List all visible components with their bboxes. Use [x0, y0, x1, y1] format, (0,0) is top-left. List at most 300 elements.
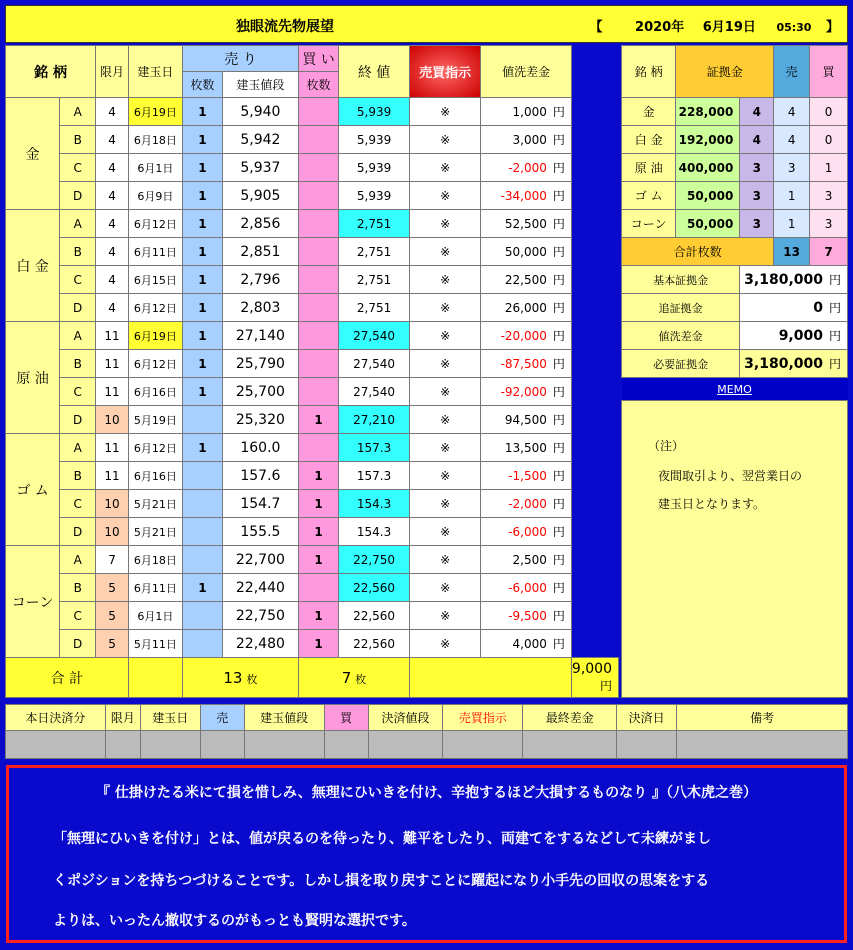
table-row: [6, 602, 619, 630]
margin-row: [622, 210, 848, 238]
yen-unit: 円: [552, 245, 565, 259]
close-price: 22,560: [339, 630, 410, 658]
buy-count: 1: [298, 406, 338, 434]
contract-month: 11: [96, 350, 129, 378]
diff-amount: [481, 98, 572, 126]
total-diff: [571, 658, 618, 698]
sell-count: 1: [182, 574, 222, 602]
header-buy-maisu: 枚数: [298, 72, 338, 98]
memo-line-1: （注）: [648, 439, 685, 453]
total-sell-unit: 枚: [246, 672, 258, 686]
yen-unit: 円: [552, 413, 565, 427]
open-price: 25,790: [222, 350, 298, 378]
open-price: 160.0: [222, 434, 298, 462]
signal-mark: ※: [409, 126, 480, 154]
open-price: 2,856: [222, 210, 298, 238]
mark-to-market-label: 値洗差金: [622, 322, 740, 350]
table-row: [6, 462, 619, 490]
contract-month: 11: [96, 462, 129, 490]
buy-count: [298, 350, 338, 378]
commodity-name: 金: [6, 98, 60, 210]
lower-cell: [105, 731, 140, 759]
signal-mark: ※: [409, 210, 480, 238]
open-date: 6月12日: [128, 294, 182, 322]
diff-value: 50,000: [504, 245, 547, 259]
contract-month: 10: [96, 518, 129, 546]
signal-mark: ※: [409, 546, 480, 574]
yen-unit: 円: [552, 385, 565, 399]
lower-header-kai: 買: [324, 705, 368, 731]
lower-cell: [324, 731, 368, 759]
required-margin-label: 必要証拠金: [622, 350, 740, 378]
close-price: 157.3: [339, 462, 410, 490]
sell-count: 1: [182, 322, 222, 350]
open-price: 2,851: [222, 238, 298, 266]
close-price: 2,751: [339, 294, 410, 322]
total-buy-unit: 枚: [355, 672, 367, 686]
date-display: [580, 16, 840, 35]
diff-value: -6,000: [508, 525, 547, 539]
margin-sell: 3: [774, 154, 810, 182]
margin-count: 3: [740, 154, 774, 182]
margin-amount: 50,000: [676, 182, 740, 210]
quote-line-2: 「無理にひいきを付け」とは、値が戻るのを待ったり、難平をしたり、両建てをするなどして未練がまし: [53, 831, 711, 847]
contract-month: 4: [96, 126, 129, 154]
signal-mark: ※: [409, 350, 480, 378]
margin-sell: 4: [774, 126, 810, 154]
lower-cell: [244, 731, 324, 759]
position-slot: D: [60, 294, 96, 322]
sell-count: 1: [182, 126, 222, 154]
commodity-name: ゴ ム: [6, 434, 60, 546]
buy-count: 1: [298, 630, 338, 658]
diff-amount: [481, 350, 572, 378]
margin-row: [622, 154, 848, 182]
open-date: 5月11日: [128, 630, 182, 658]
margin-count: 4: [740, 98, 774, 126]
open-date: 6月11日: [128, 574, 182, 602]
yen-unit: 円: [828, 329, 841, 343]
title-bar: [5, 5, 848, 43]
buy-count: [298, 154, 338, 182]
signal-mark: ※: [409, 182, 480, 210]
lower-header-honjitsu: 本日決済分: [6, 705, 106, 731]
total-row: [6, 658, 619, 698]
memo-line-3: 建玉日となります。: [658, 497, 766, 511]
open-date: 6月18日: [128, 126, 182, 154]
buy-count: 1: [298, 490, 338, 518]
diff-amount: [481, 266, 572, 294]
yen-unit: 円: [552, 217, 565, 231]
lower-header-saishu-sakin: 最終差金: [523, 705, 617, 731]
close-price: 22,560: [339, 602, 410, 630]
diff-amount: [481, 238, 572, 266]
diff-amount: [481, 630, 572, 658]
contract-month: 5: [96, 630, 129, 658]
yen-unit: 円: [599, 679, 612, 693]
table-row: [6, 210, 619, 238]
margin-total-label: 合計枚数: [622, 238, 774, 266]
open-date: 6月11日: [128, 238, 182, 266]
diff-value: 94,500: [504, 413, 547, 427]
required-margin-amount: 3,180,000: [744, 356, 823, 372]
contract-month: 7: [96, 546, 129, 574]
table-row: [6, 574, 619, 602]
diff-value: -20,000: [500, 329, 547, 343]
diff-value: 3,000: [512, 133, 547, 147]
yen-unit: 円: [552, 637, 565, 651]
table-row: [6, 490, 619, 518]
margin-sell: 4: [774, 98, 810, 126]
lower-header-uri: 売: [200, 705, 244, 731]
contract-month: 4: [96, 98, 129, 126]
lower-header-baibai: 売買指示: [443, 705, 523, 731]
yen-unit: 円: [552, 189, 565, 203]
lower-cell: [523, 731, 617, 759]
diff-value: 4,000: [512, 637, 547, 651]
diff-amount: [481, 154, 572, 182]
header-gengetsu: 限月: [96, 46, 129, 98]
basic-margin-row: [622, 266, 848, 294]
signal-mark: ※: [409, 602, 480, 630]
table-row: [6, 406, 619, 434]
table-row: [6, 294, 619, 322]
buy-count: [298, 266, 338, 294]
side-header-kai: 買: [810, 46, 848, 98]
required-margin-value: [740, 350, 848, 378]
position-slot: C: [60, 490, 96, 518]
buy-count: [298, 322, 338, 350]
diff-value: -9,500: [508, 609, 547, 623]
margin-count: 4: [740, 126, 774, 154]
open-price: 5,905: [222, 182, 298, 210]
total-sell-value: 13: [223, 668, 243, 687]
mark-to-market-value: [740, 322, 848, 350]
signal-mark: ※: [409, 378, 480, 406]
margin-summary-table: [621, 45, 848, 402]
table-row: [6, 518, 619, 546]
header-sell-maisu: 枚数: [182, 72, 222, 98]
table-row: [6, 98, 619, 126]
basic-margin-value: [740, 266, 848, 294]
table-row: [6, 322, 619, 350]
margin-buy: 0: [810, 126, 848, 154]
position-slot: A: [60, 434, 96, 462]
total-sell: [182, 658, 298, 698]
header-uri: 売 り: [182, 46, 298, 72]
lower-cell: [443, 731, 523, 759]
sell-count: 1: [182, 294, 222, 322]
additional-margin-amount: 0: [813, 300, 823, 316]
contract-month: 5: [96, 574, 129, 602]
contract-month: 4: [96, 266, 129, 294]
buy-count: [298, 574, 338, 602]
diff-value: 22,500: [504, 273, 547, 287]
margin-row: [622, 182, 848, 210]
buy-count: [298, 238, 338, 266]
commodity-name: 白 金: [6, 210, 60, 322]
mark-to-market-amount: 9,000: [778, 328, 823, 344]
required-margin-row: [622, 350, 848, 378]
margin-count: 3: [740, 210, 774, 238]
total-buy-value: 7: [341, 668, 352, 687]
diff-value: -34,000: [500, 189, 547, 203]
open-price: 27,140: [222, 322, 298, 350]
position-slot: B: [60, 238, 96, 266]
memo-area: [621, 400, 848, 698]
yen-unit: 円: [552, 469, 565, 483]
buy-count: [298, 294, 338, 322]
position-slot: A: [60, 546, 96, 574]
memo-line-2: 夜間取引より、翌営業日の: [658, 469, 803, 483]
table-row: [6, 350, 619, 378]
diff-value: 1,000: [512, 105, 547, 119]
header-tategyokubi: 建玉日: [128, 46, 182, 98]
header-baibai: 売買指示: [409, 46, 480, 98]
yen-unit: 円: [552, 441, 565, 455]
table-row: [6, 378, 619, 406]
yen-unit: 円: [552, 161, 565, 175]
lower-header-tategyokubi: 建玉日: [140, 705, 200, 731]
signal-mark: ※: [409, 462, 480, 490]
close-price: 5,939: [339, 126, 410, 154]
margin-commodity: 白 金: [622, 126, 676, 154]
contract-month: 4: [96, 294, 129, 322]
margin-row: [622, 126, 848, 154]
diff-amount: [481, 602, 572, 630]
memo-header-row: [622, 378, 848, 402]
table-row: [6, 434, 619, 462]
diff-value: -2,000: [508, 497, 547, 511]
close-price: 5,939: [339, 182, 410, 210]
open-date: 5月19日: [128, 406, 182, 434]
additional-margin-row: [622, 294, 848, 322]
diff-value: 52,500: [504, 217, 547, 231]
open-date: 5月21日: [128, 518, 182, 546]
mark-to-market-row: [622, 322, 848, 350]
yen-unit: 円: [552, 273, 565, 287]
header-owarine: 終 値: [339, 46, 410, 98]
position-slot: B: [60, 350, 96, 378]
open-date: 6月19日: [128, 322, 182, 350]
lower-header-kessaibi: 決済日: [617, 705, 677, 731]
contract-month: 5: [96, 602, 129, 630]
position-slot: B: [60, 574, 96, 602]
lower-header-gengetsu: 限月: [105, 705, 140, 731]
open-price: 2,796: [222, 266, 298, 294]
yen-unit: 円: [552, 609, 565, 623]
page-title: 独眼流先物展望: [236, 19, 334, 35]
open-date: 6月15日: [128, 266, 182, 294]
contract-month: 4: [96, 238, 129, 266]
close-price: 5,939: [339, 98, 410, 126]
open-price: 157.6: [222, 462, 298, 490]
diff-amount: [481, 294, 572, 322]
close-price: 27,540: [339, 322, 410, 350]
diff-amount: [481, 490, 572, 518]
quote-line-3: くポジションを持ちつづけることです。しかし損を取り戻すことに躍起になり小手先の回収の思案をする: [53, 873, 710, 889]
open-price: 25,320: [222, 406, 298, 434]
signal-mark: ※: [409, 490, 480, 518]
quote-line-1: 『 仕掛けたる米にて損を惜しみ、無理にひいきを付け、辛抱するほど大損するものなり 』（八木虎之巻）: [95, 785, 758, 801]
header-neairi: 値洗差金: [481, 46, 572, 98]
total-diff-value: 9,000: [571, 661, 612, 677]
position-slot: A: [60, 210, 96, 238]
open-date: 6月18日: [128, 546, 182, 574]
close-price: 5,939: [339, 154, 410, 182]
open-date: 6月12日: [128, 350, 182, 378]
yen-unit: 円: [552, 497, 565, 511]
signal-mark: ※: [409, 266, 480, 294]
year-label: 2020年: [635, 20, 685, 35]
diff-value: -1,500: [508, 469, 547, 483]
buy-count: 1: [298, 546, 338, 574]
close-price: 27,210: [339, 406, 410, 434]
diff-amount: [481, 518, 572, 546]
additional-margin-label: 追証拠金: [622, 294, 740, 322]
basic-margin-amount: 3,180,000: [744, 272, 823, 288]
positions-table: [5, 45, 619, 698]
close-price: 2,751: [339, 238, 410, 266]
margin-buy: 0: [810, 98, 848, 126]
basic-margin-label: 基本証拠金: [622, 266, 740, 294]
margin-amount: 192,000: [676, 126, 740, 154]
margin-total-sell: 13: [774, 238, 810, 266]
signal-mark: ※: [409, 98, 480, 126]
open-price: 22,750: [222, 602, 298, 630]
close-price: 157.3: [339, 434, 410, 462]
margin-commodity: 金: [622, 98, 676, 126]
header-tategyoku-nedan: 建玉値段: [222, 72, 298, 98]
buy-count: [298, 434, 338, 462]
sell-count: 1: [182, 350, 222, 378]
header-meigara: 銘 柄: [6, 46, 96, 98]
lower-cell: [368, 731, 443, 759]
sell-count: 1: [182, 182, 222, 210]
margin-amount: 50,000: [676, 210, 740, 238]
diff-amount: [481, 574, 572, 602]
contract-month: 4: [96, 154, 129, 182]
margin-row: [622, 98, 848, 126]
margin-buy: 3: [810, 210, 848, 238]
margin-amount: 400,000: [676, 154, 740, 182]
total-label: 合 計: [6, 658, 129, 698]
position-slot: C: [60, 602, 96, 630]
side-header-meigara: 銘 柄: [622, 46, 676, 98]
diff-value: -6,000: [508, 581, 547, 595]
yen-unit: 円: [552, 105, 565, 119]
diff-amount: [481, 546, 572, 574]
diff-amount: [481, 434, 572, 462]
position-slot: D: [60, 406, 96, 434]
contract-month: 11: [96, 434, 129, 462]
position-slot: A: [60, 322, 96, 350]
diff-amount: [481, 378, 572, 406]
quote-box: [6, 765, 847, 943]
margin-count: 3: [740, 182, 774, 210]
time-label: 05:30: [776, 21, 812, 34]
close-price: 27,540: [339, 350, 410, 378]
sell-count: 1: [182, 238, 222, 266]
diff-value: 13,500: [504, 441, 547, 455]
yen-unit: 円: [552, 581, 565, 595]
lower-header-biko: 備考: [677, 705, 848, 731]
margin-total-row: [622, 238, 848, 266]
bracket-right: 】: [825, 20, 839, 35]
open-date: 6月1日: [128, 154, 182, 182]
sell-count: 1: [182, 98, 222, 126]
header-kai: 買 い: [298, 46, 338, 72]
side-header-shokokin: 証拠金: [676, 46, 774, 98]
open-date: 6月16日: [128, 462, 182, 490]
open-price: 154.7: [222, 490, 298, 518]
total-spacer: [409, 658, 571, 698]
yen-unit: 円: [552, 133, 565, 147]
position-slot: C: [60, 154, 96, 182]
close-price: 22,750: [339, 546, 410, 574]
buy-count: [298, 182, 338, 210]
diff-amount: [481, 126, 572, 154]
date-label: 6月19日: [702, 20, 756, 35]
lower-cell: [200, 731, 244, 759]
position-slot: C: [60, 266, 96, 294]
position-slot: B: [60, 126, 96, 154]
diff-amount: [481, 406, 572, 434]
open-price: 22,440: [222, 574, 298, 602]
open-price: 155.5: [222, 518, 298, 546]
margin-commodity: ゴ ム: [622, 182, 676, 210]
yen-unit: 円: [552, 357, 565, 371]
yen-unit: 円: [552, 525, 565, 539]
yen-unit: 円: [552, 329, 565, 343]
diff-value: 2,500: [512, 553, 547, 567]
buy-count: 1: [298, 518, 338, 546]
open-price: 5,942: [222, 126, 298, 154]
open-date: 6月16日: [128, 378, 182, 406]
signal-mark: ※: [409, 238, 480, 266]
margin-sell: 1: [774, 182, 810, 210]
diff-amount: [481, 182, 572, 210]
position-slot: D: [60, 182, 96, 210]
diff-amount: [481, 462, 572, 490]
diff-value: -92,000: [500, 385, 547, 399]
sell-count: 1: [182, 266, 222, 294]
open-price: 5,940: [222, 98, 298, 126]
position-slot: B: [60, 462, 96, 490]
open-price: 2,803: [222, 294, 298, 322]
signal-mark: ※: [409, 406, 480, 434]
signal-mark: ※: [409, 574, 480, 602]
open-date: 6月19日: [128, 98, 182, 126]
commodity-name: 原 油: [6, 322, 60, 434]
signal-mark: ※: [409, 518, 480, 546]
memo-link[interactable]: MEMO: [622, 378, 848, 402]
quote-line-4: よりは、いったん撤収するのがもっとも賢明な選択です。: [53, 913, 416, 929]
lower-cell: [677, 731, 848, 759]
contract-month: 11: [96, 322, 129, 350]
buy-count: [298, 378, 338, 406]
open-date: 6月12日: [128, 210, 182, 238]
signal-mark: ※: [409, 434, 480, 462]
margin-amount: 228,000: [676, 98, 740, 126]
open-price: 5,937: [222, 154, 298, 182]
sell-count: 1: [182, 210, 222, 238]
close-price: 27,540: [339, 378, 410, 406]
diff-value: -2,000: [508, 161, 547, 175]
yen-unit: 円: [828, 301, 841, 315]
position-slot: C: [60, 378, 96, 406]
signal-mark: ※: [409, 322, 480, 350]
